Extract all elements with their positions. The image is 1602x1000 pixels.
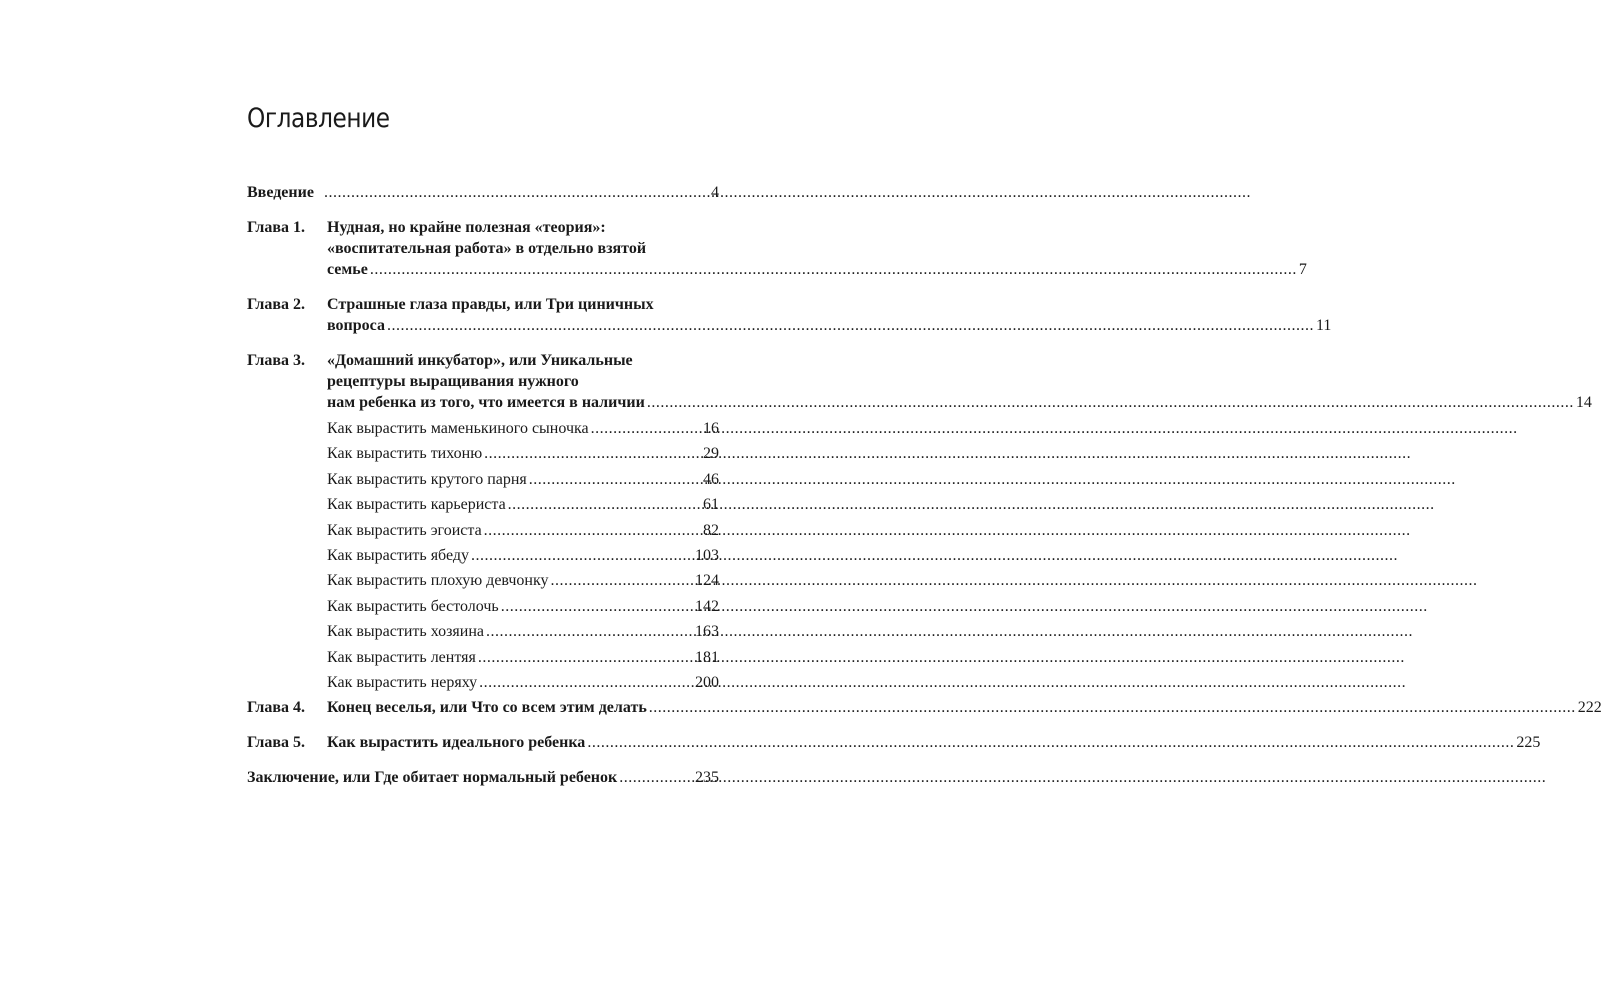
toc-entry-title: Заключение, или Где обитает нормальный ребенок	[247, 769, 618, 787]
toc-subsection[interactable]	[247, 621, 719, 642]
chapter-title-line: нам ребенка из того, что имеется в наличии	[327, 394, 645, 411]
toc-entry-intro[interactable]	[247, 182, 719, 203]
chapter-title-line: Конец веселья, или Что со всем этим делать	[327, 699, 647, 717]
toc-subsection[interactable]	[247, 672, 719, 693]
toc-page-number: 4	[711, 184, 719, 201]
dot-leader	[484, 520, 701, 541]
toc-subsection[interactable]	[247, 596, 719, 617]
subsection-title: Как вырастить крутого парня	[327, 470, 527, 488]
toc-page-number: 103	[695, 546, 719, 564]
toc-subsection[interactable]	[247, 520, 719, 541]
chapter-title-line: Как вырастить идеального ребенка	[327, 734, 586, 752]
dot-leader	[649, 697, 1576, 718]
page-title: Оглавление	[247, 103, 390, 134]
chapter-title-line: Нудная, но крайне полезная «теория»:	[327, 219, 606, 236]
dot-leader	[484, 443, 701, 464]
dot-leader	[501, 596, 693, 617]
chapter-label: Глава 3.	[247, 352, 305, 369]
toc-page-number: 82	[703, 521, 719, 539]
chapter-title-line: Страшные глаза правды, или Три циничных	[327, 296, 654, 313]
chapter-title-line: вопроса	[327, 317, 385, 334]
dot-leader	[387, 315, 1314, 336]
chapter-title-line: «воспитательная работа» в отдельно взятой	[327, 240, 647, 257]
chapter-label: Глава 2.	[247, 296, 305, 313]
toc-entry-chapter-5[interactable]	[247, 732, 1541, 753]
toc-subsection[interactable]	[247, 647, 719, 668]
toc-subsection[interactable]	[247, 494, 719, 515]
toc-subsection[interactable]	[247, 443, 719, 464]
toc-subsection[interactable]	[247, 545, 719, 566]
dot-leader	[619, 767, 693, 788]
toc-page-number: 46	[703, 470, 719, 488]
table-of-contents	[247, 182, 1602, 788]
chapter-label: Глава 1.	[247, 219, 305, 236]
chapter-label: Глава 5.	[247, 734, 305, 752]
toc-page-number: 16	[703, 420, 719, 437]
toc-page-number: 200	[695, 673, 719, 691]
toc-page-number: 7	[1298, 261, 1307, 278]
dot-leader	[478, 647, 693, 668]
toc-entry-title: Введение	[247, 184, 314, 201]
subsection-title: Как вырастить маменькиного сыночка	[327, 420, 589, 437]
dot-leader	[529, 469, 701, 490]
subsection-title: Как вырастить хозяина	[327, 623, 484, 641]
dot-leader	[587, 732, 1514, 753]
subsection-title: Как вырастить карьериста	[327, 496, 506, 514]
toc-page-number: 222	[1577, 699, 1602, 717]
toc-subsection[interactable]	[247, 469, 719, 490]
toc-page-number: 61	[703, 496, 719, 514]
toc-entry-chapter-3[interactable]	[247, 350, 1592, 413]
dot-leader	[479, 672, 693, 693]
subsection-title: Как вырастить плохую девчонку	[327, 572, 549, 590]
toc-page-number: 235	[695, 769, 719, 787]
chapter-title-line: рецептуры выращивания нужного	[327, 373, 579, 390]
toc-page-number: 124	[695, 572, 719, 590]
chapter-title-line: «Домашний инкубатор», или Уникальные	[327, 352, 633, 369]
subsection-title: Как вырастить эгоиста	[327, 521, 482, 539]
toc-subsection[interactable]	[247, 570, 719, 591]
subsection-title: Как вырастить лентяя	[327, 648, 476, 666]
subsection-title: Как вырастить бестолочь	[327, 597, 499, 615]
toc-page-number: 181	[695, 648, 719, 666]
subsection-title: Как вырастить тихоню	[327, 445, 483, 463]
dot-leader	[370, 259, 1297, 280]
dot-leader	[471, 545, 693, 566]
toc-page-number: 225	[1516, 734, 1541, 752]
dot-leader	[591, 418, 701, 439]
dot-leader	[324, 182, 709, 203]
toc-page-number: 14	[1575, 394, 1592, 411]
toc-entry-chapter-4[interactable]	[247, 697, 1602, 718]
toc-page-number: 11	[1315, 317, 1332, 334]
chapter-label: Глава 4.	[247, 699, 305, 717]
dot-leader	[551, 570, 693, 591]
dot-leader	[508, 494, 701, 515]
subsection-title: Как вырастить ябеду	[327, 546, 470, 564]
chapter-title-line: семье	[327, 261, 368, 278]
toc-page-number: 163	[695, 623, 719, 641]
toc-subsection[interactable]	[247, 418, 719, 439]
toc-entry-conclusion[interactable]	[247, 767, 719, 788]
dot-leader	[486, 621, 693, 642]
toc-entry-chapter-1[interactable]	[247, 217, 1307, 280]
toc-page-number: 29	[703, 445, 719, 463]
toc-page-number: 142	[695, 597, 719, 615]
toc-entry-chapter-2[interactable]	[247, 294, 1332, 336]
subsection-title: Как вырастить неряху	[327, 673, 478, 691]
dot-leader	[647, 392, 1574, 413]
